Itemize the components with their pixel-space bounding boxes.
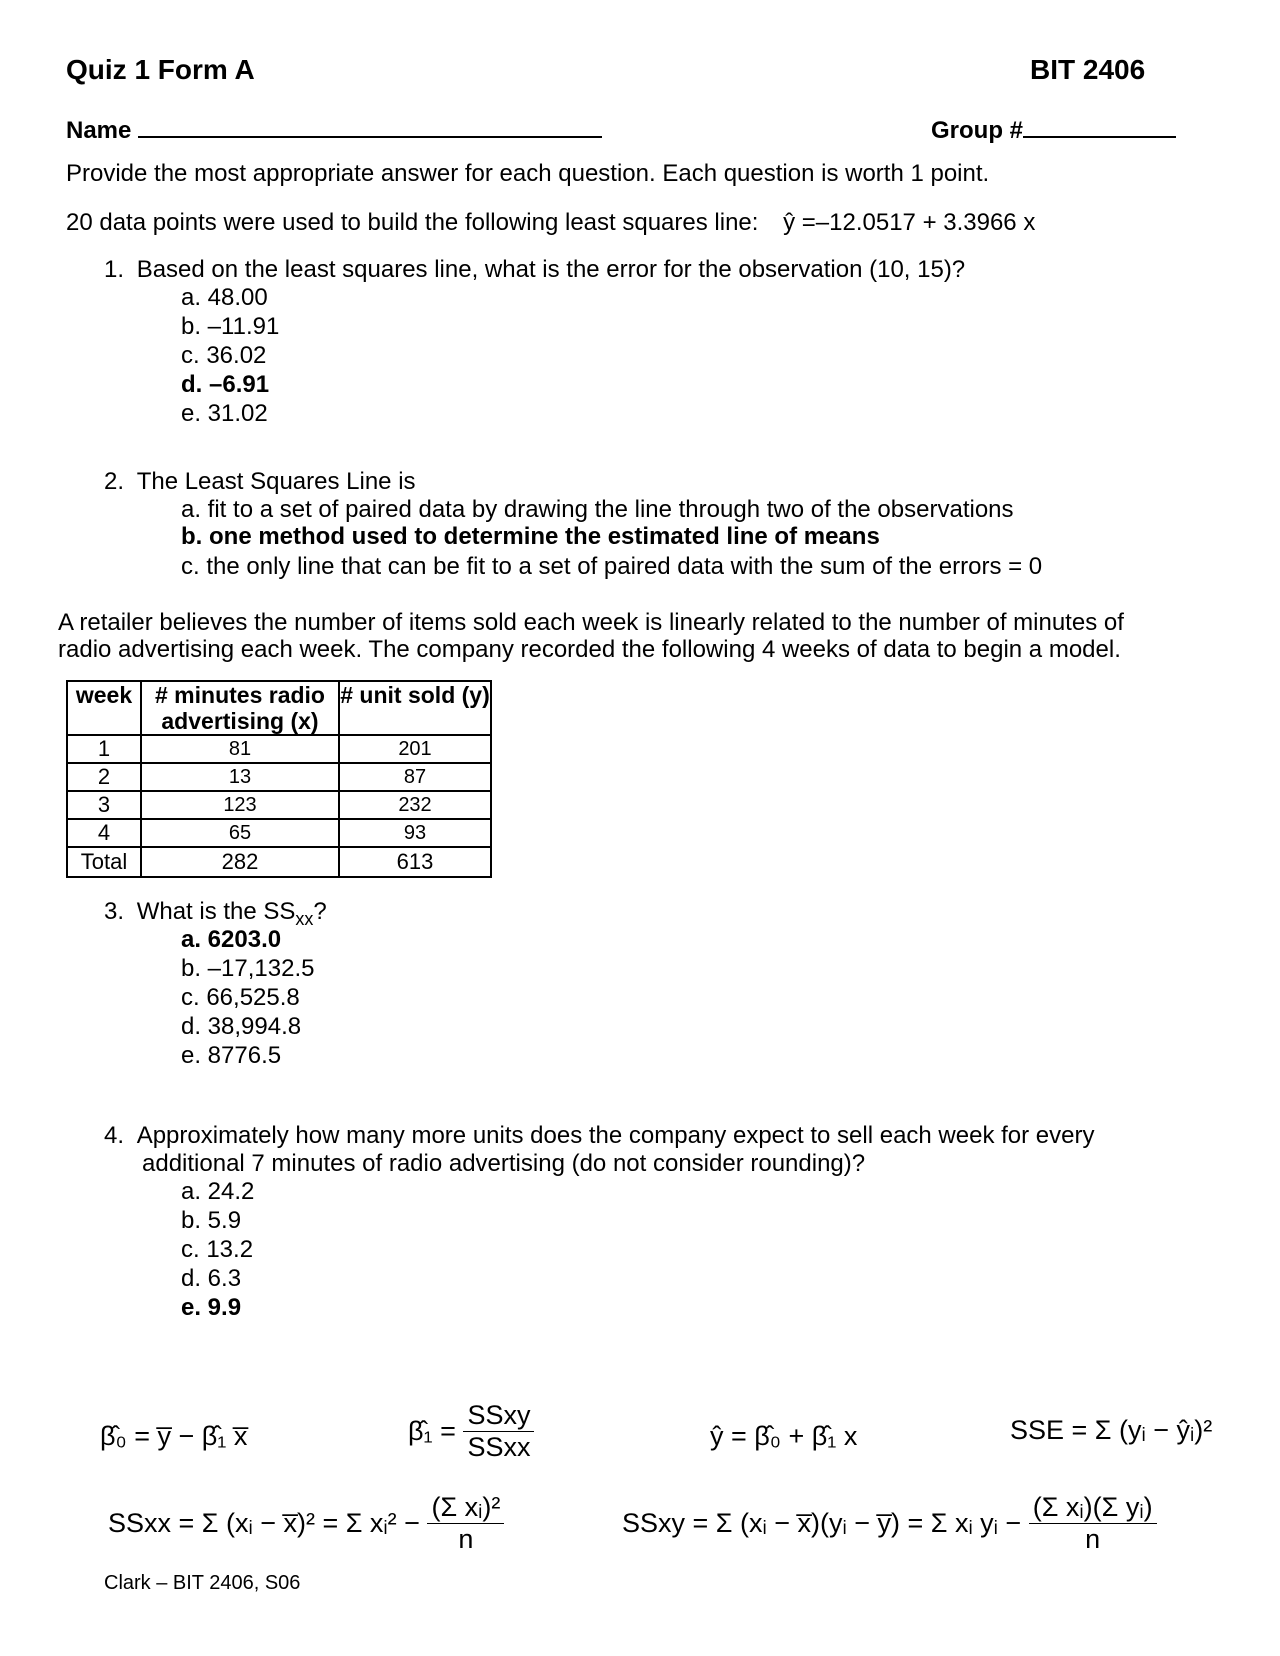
- q4-option-d[interactable]: d. 6.3: [181, 1265, 242, 1292]
- question-number: 1.: [104, 256, 125, 283]
- cell-total-x: 282: [141, 847, 339, 877]
- formula-ssxy-num: (Σ xᵢ)(Σ yᵢ): [1029, 1492, 1157, 1524]
- cell-week: 4: [67, 819, 141, 847]
- cell-x: 65: [141, 819, 339, 847]
- data-table: [66, 680, 492, 878]
- formula-ssxy-fraction: [1029, 1492, 1157, 1555]
- formula-b1-fraction: [463, 1400, 534, 1463]
- q4-option-a[interactable]: a. 24.2: [181, 1178, 255, 1205]
- question-text: The Least Squares Line is: [136, 468, 416, 495]
- header-week: week: [67, 681, 141, 735]
- header-minutes-line1: # minutes radio: [155, 682, 325, 708]
- question-text-end: ?: [313, 898, 327, 925]
- cell-x: 13: [141, 763, 339, 791]
- question-text: Approximately how many more units does the company expect to sell each week for every: [136, 1122, 1095, 1149]
- quiz-title: Quiz 1 Form A: [66, 54, 255, 85]
- instructions: Provide the most appropriate answer for each question. Each question is worth 1 point.: [66, 160, 990, 187]
- formula-sse: SSE = Σ (yᵢ − ŷᵢ)²: [1010, 1415, 1213, 1445]
- q3-option-a[interactable]: a. 6203.0: [181, 926, 282, 953]
- question-text: What is the SS: [136, 898, 296, 925]
- name-label: Name: [66, 117, 132, 144]
- cell-week: 2: [67, 763, 141, 791]
- formula-ssxx-den: n: [458, 1524, 474, 1554]
- cell-x: 81: [141, 735, 339, 763]
- question-1: [104, 256, 965, 284]
- regression-intro: 20 data points were used to build the following least squares line:: [66, 209, 759, 236]
- q3-option-d[interactable]: d. 38,994.8: [181, 1013, 302, 1040]
- cell-total-label: Total: [67, 847, 141, 877]
- table-header-row: [67, 681, 491, 735]
- table-row: [67, 819, 491, 847]
- q4-option-b[interactable]: b. 5.9: [181, 1207, 242, 1234]
- scenario-line-1: A retailer believes the number of items sold each week is linearly related to the number of minutes of: [58, 609, 1124, 636]
- formula-ssxx-fraction: [427, 1492, 504, 1555]
- formula-ssxx-num: (Σ xᵢ)²: [427, 1492, 504, 1524]
- cell-total-y: 613: [339, 847, 491, 877]
- table-row: [67, 735, 491, 763]
- footer: Clark – BIT 2406, S06: [104, 1572, 301, 1594]
- q2-option-c[interactable]: c. the only line that can be fit to a set of paired data with the sum of the errors = 0: [181, 553, 1043, 580]
- q3-option-b[interactable]: b. –17,132.5: [181, 955, 315, 982]
- formula-b1: [408, 1400, 534, 1463]
- q2-option-b[interactable]: b. one method used to determine the estimated line of means: [181, 523, 880, 550]
- name-field[interactable]: [138, 114, 602, 138]
- group-field[interactable]: [1023, 114, 1176, 138]
- group-row: [931, 114, 1176, 145]
- cell-x: 123: [141, 791, 339, 819]
- cell-y: 87: [339, 763, 491, 791]
- formula-ssxy: [622, 1492, 1157, 1555]
- regression-equation: ŷ =–12.0517 + 3.3966 x: [783, 209, 1036, 236]
- question-text: Based on the least squares line, what is the error for the observation (10, 15)?: [136, 256, 966, 283]
- q1-option-b[interactable]: b. –11.91: [181, 313, 280, 340]
- formula-ssxx: [108, 1492, 504, 1555]
- cell-week: 1: [67, 735, 141, 763]
- question-4-line-2: additional 7 minutes of radio advertising (do not consider rounding)?: [142, 1150, 866, 1177]
- question-4: [104, 1122, 1094, 1150]
- question-number: 3.: [104, 898, 125, 925]
- formula-ssxy-lhs: SSxy = Σ (xᵢ − x̅)(yᵢ − y̅) = Σ xᵢ yᵢ −: [622, 1508, 1022, 1538]
- formula-ssxx-lhs: SSxx = Σ (xᵢ − x̅)² = Σ xᵢ² −: [108, 1508, 420, 1538]
- table-total-row: [67, 847, 491, 877]
- header-units: # unit sold (y): [339, 681, 491, 735]
- cell-y: 201: [339, 735, 491, 763]
- cell-week: 3: [67, 791, 141, 819]
- course-code: BIT 2406: [1030, 54, 1146, 85]
- question-number: 4.: [104, 1122, 125, 1149]
- group-label: Group #: [931, 117, 1024, 144]
- q1-option-d[interactable]: d. –6.91: [181, 371, 270, 398]
- cell-y: 93: [339, 819, 491, 847]
- question-number: 2.: [104, 468, 125, 495]
- formula-ssxy-den: n: [1085, 1524, 1101, 1554]
- question-2: [104, 468, 416, 496]
- q1-option-a[interactable]: a. 48.00: [181, 284, 268, 311]
- q2-option-a[interactable]: a. fit to a set of paired data by drawing the line through two of the observations: [181, 496, 1014, 523]
- cell-y: 232: [339, 791, 491, 819]
- q1-option-e[interactable]: e. 31.02: [181, 400, 268, 427]
- q4-option-e[interactable]: e. 9.9: [181, 1294, 242, 1321]
- formula-b1-num: SSxy: [463, 1400, 534, 1432]
- q4-option-c[interactable]: c. 13.2: [181, 1236, 254, 1263]
- q3-option-c[interactable]: c. 66,525.8: [181, 984, 300, 1011]
- formula-b1-lhs: β̂₁ =: [408, 1416, 456, 1446]
- scenario-line-2: radio advertising each week. The company recorded the following 4 weeks of data to begin a model.: [58, 636, 1121, 663]
- formula-b1-den: SSxx: [467, 1432, 531, 1462]
- formula-b0: β̂₀ = y̅ − β̂₁ x̅: [100, 1421, 248, 1451]
- formula-yhat: ŷ = β̂₀ + β̂₁ x: [710, 1421, 858, 1451]
- name-row: [66, 114, 602, 145]
- table-row: [67, 791, 491, 819]
- q1-option-c[interactable]: c. 36.02: [181, 342, 267, 369]
- regression-intro-row: [66, 209, 1035, 237]
- q3-option-e[interactable]: e. 8776.5: [181, 1042, 282, 1069]
- question-text-sub: xx: [295, 908, 314, 929]
- table-row: [67, 763, 491, 791]
- header-minutes-line2: advertising (x): [161, 708, 319, 734]
- header-minutes: [141, 681, 339, 735]
